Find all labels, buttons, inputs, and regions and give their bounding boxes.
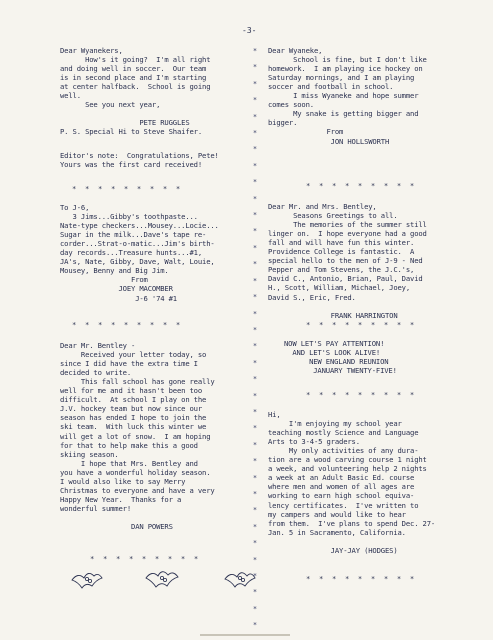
text-line: JOEY MACOMBER xyxy=(60,284,173,294)
text-line: I would also like to say Merry xyxy=(60,476,186,486)
text-line: Christmas to everyone and have a very xyxy=(60,485,215,495)
text-line: a week, and volunteering help 2 nights xyxy=(268,464,427,474)
text-line: David S., Eric, Fred. xyxy=(268,292,356,302)
text-line: Saturday mornings, and I am playing xyxy=(268,73,415,83)
text-line: special hello to the men of J-9 - Ned xyxy=(268,256,423,266)
text-line: skiing season. xyxy=(60,449,119,459)
text-line: J.V. hockey team but now since our xyxy=(60,404,203,414)
holly-icon xyxy=(222,566,258,590)
text-line: JA's, Nate, Gibby, Dave, Walt, Louie, xyxy=(60,257,215,267)
text-line: soccer and football in school. xyxy=(268,82,394,92)
column-divider: * * * * * * * * * * * * * * * * * * * * * * * * * * * * * * * * * * * * xyxy=(252,47,258,630)
star-separator: * * * * * * * * * xyxy=(306,181,415,190)
text-line: where men and women of all ages are xyxy=(268,482,415,492)
text-line: Dear Wyaneke, xyxy=(268,46,323,55)
text-line: To J-6, xyxy=(60,203,90,212)
text-line: J-6 '74 #1 xyxy=(60,293,177,303)
star-separator: * * * * * * * * * xyxy=(72,184,181,193)
text-line: a week at an Adult Basic Ed. course xyxy=(268,473,415,483)
text-line: Hi, xyxy=(268,410,281,419)
text-line: homework. I am playing ice hockey on xyxy=(268,64,423,74)
text-line: Dear Mr. Bentley - xyxy=(60,341,136,350)
text-line: JON HOLLSWORTH xyxy=(268,136,390,146)
text-line: comes soon. xyxy=(268,100,314,110)
text-line: corder...Strat-o-matic...Jim's birth- xyxy=(60,239,215,249)
star-separator: * * * * * * * * * xyxy=(306,574,415,583)
text-line: Arts to 3-4-5 graders. xyxy=(268,437,360,447)
text-line: I'm enjoying my school year xyxy=(268,419,402,429)
text-line: Providence College is fantastic. A xyxy=(268,247,415,257)
text-line: teaching mostly Science and Language xyxy=(268,428,419,438)
text-line: is in second place and I'm starting xyxy=(60,73,207,83)
text-line: Sugar in the milk...Dave's tape re- xyxy=(60,230,207,240)
text-line: NEW ENGLAND REUNION xyxy=(284,357,389,367)
text-line: linger on. I hope everyone had a good xyxy=(268,229,427,239)
text-line: From xyxy=(268,127,344,137)
text-line: Dear Wyanekers, xyxy=(60,46,123,55)
text-line: decided to write. xyxy=(60,368,132,378)
text-line: my campers and would like to hear xyxy=(268,509,406,519)
text-line: David C., Antonio, Brian, Paul, David xyxy=(268,274,423,284)
text-line: from them. I've plans to spend Dec. 27- xyxy=(268,518,436,528)
text-line: ski team. With luck this winter we xyxy=(60,422,207,432)
text-line: PETE RUGGLES xyxy=(60,118,190,128)
text-line: day records...Treasure hunts...#1, xyxy=(60,248,203,258)
star-separator: * * * * * * * * * xyxy=(306,320,415,329)
text-line: From xyxy=(60,275,148,285)
text-line: Editor's note: Congratulations, Pete! xyxy=(60,151,219,160)
text-line: difficult. At school I play on the xyxy=(60,395,207,405)
text-line: JAY-JAY (HODGES) xyxy=(268,545,398,555)
text-line: Seasons Greetings to all. xyxy=(268,211,398,221)
text-line: working to earn high school equiva- xyxy=(268,491,415,501)
text-line: lency certificates. I've written to xyxy=(268,500,419,510)
text-line: well for me and it hasn't been too xyxy=(60,386,203,396)
text-line: fall and will have fun this winter. xyxy=(268,238,415,248)
text-line: well. xyxy=(60,91,81,101)
text-line: 3 Jims...Gibby's toothpaste... xyxy=(60,212,198,222)
holly-icon xyxy=(68,566,108,590)
text-line: Nate-type checkers...Mousey...Locie... xyxy=(60,221,219,231)
text-line: you have a wonderful holiday season. xyxy=(60,467,211,477)
page-bottom-mark xyxy=(200,634,290,636)
text-line: for that to help make this a good xyxy=(60,440,198,450)
text-line: FRANK HARRINGTON xyxy=(268,310,398,320)
text-line: tion are a wood carving course 1 night xyxy=(268,455,427,465)
text-line: NOW LET'S PAY ATTENTION! xyxy=(284,339,385,348)
text-line: See you next year, xyxy=(60,100,161,110)
holly-icon xyxy=(142,566,182,590)
text-line: at center halfback. School is going xyxy=(60,82,211,92)
text-line: since I did have the extra time I xyxy=(60,359,198,369)
text-line: will get a lot of snow. I am hoping xyxy=(60,431,211,441)
text-line: and doing well in soccer. Our team xyxy=(60,64,207,74)
text-line: Mousey, Benny and Big Jim. xyxy=(60,266,169,276)
text-line: My only activities of any dura- xyxy=(268,446,419,456)
page-number: -3- xyxy=(242,26,257,35)
text-line: Jan. 5 in Sacramento, California. xyxy=(268,527,406,537)
text-line: I hope that Mrs. Bentley and xyxy=(60,458,198,468)
text-line: My snake is getting bigger and xyxy=(268,109,419,119)
text-line: Received your letter today, so xyxy=(60,350,207,360)
text-line: This fall school has gone really xyxy=(60,377,215,387)
text-line: How's it going? I'm all right xyxy=(60,55,211,65)
star-separator: * * * * * * * * * xyxy=(90,554,199,563)
text-line: Happy New Year. Thanks for a xyxy=(60,494,182,504)
star-separator: * * * * * * * * * xyxy=(72,320,181,329)
text-line: wonderful summer! xyxy=(60,503,132,513)
text-line: The memories of the summer still xyxy=(268,220,427,230)
text-line: School is fine, but I don't like xyxy=(268,55,427,65)
text-line: Dear Mr. and Mrs. Bentley, xyxy=(268,202,377,211)
text-line: bigger. xyxy=(268,118,298,128)
text-line: Pepper and Tom Stevens, the J.C.'s, xyxy=(268,265,415,275)
text-line: Yours was the first card received! xyxy=(60,160,203,170)
text-line: season has ended I hope to join the xyxy=(60,413,207,423)
text-line: JANUARY TWENTY-FIVE! xyxy=(284,366,397,376)
text-line: H., Scott, William, Michael, Joey, xyxy=(268,283,411,293)
star-separator: * * * * * * * * * xyxy=(306,390,415,399)
text-line: DAN POWERS xyxy=(60,522,173,531)
text-line: I miss Wyaneke and hope summer xyxy=(268,91,419,101)
text-line: P. S. Special Hi to Steve Shaifer. xyxy=(60,127,203,137)
text-line: AND LET'S LOOK ALIVE! xyxy=(284,348,381,358)
